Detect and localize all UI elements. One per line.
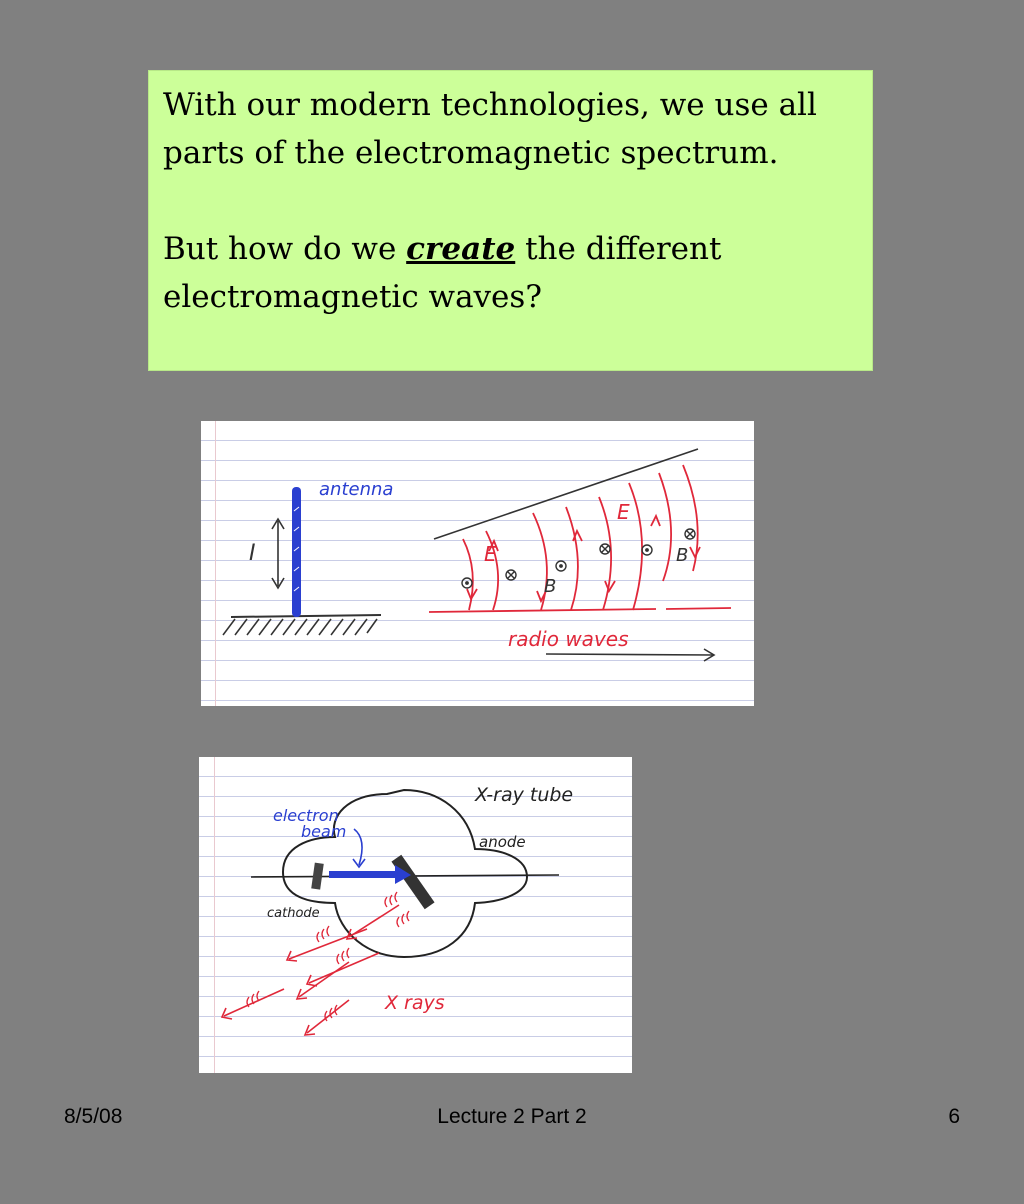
beam-pointer (354, 829, 362, 865)
footer-date: 8/5/08 (64, 1105, 123, 1128)
question-text (163, 225, 858, 321)
question-end: the different electromagnetic waves? (163, 231, 722, 315)
xray-sketch-drawing (199, 757, 632, 1073)
antenna-mast (292, 487, 301, 617)
baseline-right (666, 608, 731, 609)
cathode-label: cathode (267, 906, 320, 921)
electron-beam (329, 871, 399, 878)
radio-sketch-drawing (201, 421, 754, 706)
content-textbox (148, 70, 873, 371)
question-start: But how do we (163, 231, 407, 267)
ground-line (231, 615, 381, 617)
radio-waves-label: radio waves (508, 627, 629, 651)
page-number: 6 (948, 1105, 960, 1128)
baseline-left (429, 609, 656, 612)
b-label-right: B (676, 545, 689, 566)
ground-hatching (223, 619, 377, 635)
emphasis-create: create (406, 231, 516, 267)
e-label-right: E (617, 500, 630, 524)
footer-title: Lecture 2 Part 2 (437, 1105, 587, 1128)
xray-tube-label: X-ray tube (475, 784, 574, 806)
anode-label: anode (479, 833, 526, 851)
propagation-arrow (546, 654, 713, 655)
cathode-plate (311, 863, 324, 890)
intro-text: With our modern technologies, we use all parts of the electromagnetic spectrum. (163, 87, 817, 171)
field-arrowheads (467, 516, 700, 601)
b-label-left: B (544, 576, 557, 597)
radio-antenna-sketch (201, 421, 754, 706)
current-label: I (249, 541, 256, 566)
electron-beam-label-2: beam (301, 822, 347, 841)
xray-arrows (222, 905, 399, 1035)
wave-envelope (434, 449, 698, 539)
antenna-label: antenna (319, 479, 394, 500)
xrays-label: X rays (385, 992, 445, 1014)
xray-tube-sketch (199, 757, 632, 1073)
electron-beam-label-1: electron (273, 806, 339, 825)
e-label-left: E (484, 542, 497, 566)
